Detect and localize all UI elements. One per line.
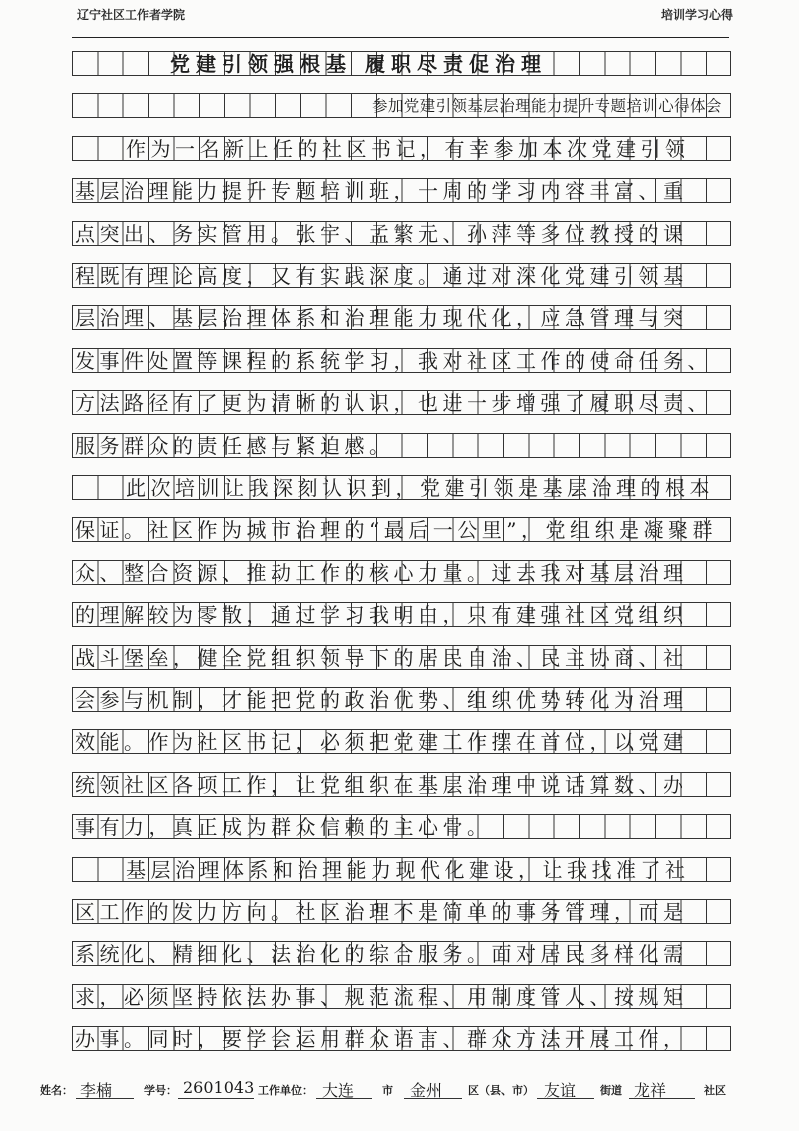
street-value: 友谊 bbox=[544, 1081, 577, 1100]
text-line: 服务群众的责任感与紧迫感。 bbox=[75, 433, 394, 458]
text-line: 的理解较为零散，通过学习我明白，只有建强社区党组织 bbox=[75, 603, 688, 628]
text-line: 保证。社区作为城市治理的“最后一公里”，党组织是凝聚群 bbox=[75, 518, 717, 543]
text-line: 事有力，真正成为群众信赖的主心骨。 bbox=[75, 815, 492, 840]
doc-type-header: 培训学习心得 bbox=[660, 8, 733, 22]
grid-row bbox=[72, 729, 731, 754]
writing-grid bbox=[72, 51, 731, 1070]
grid-row bbox=[72, 136, 731, 161]
grid-row bbox=[72, 984, 731, 1009]
text-line: 会参与机制，才能把党的政治优势、组织优势转化为治理 bbox=[75, 688, 688, 712]
grid-row bbox=[72, 178, 731, 203]
student-info-footer bbox=[40, 1078, 760, 1102]
text-line: 基层治理能力提升专题培训班，一周的学习内容丰富、重 bbox=[75, 179, 688, 204]
id-underline bbox=[178, 1098, 254, 1099]
city-underline bbox=[316, 1098, 372, 1099]
name-value: 李楠 bbox=[80, 1081, 113, 1100]
grid-row bbox=[72, 941, 731, 966]
grid-row bbox=[72, 305, 731, 330]
name-label: 姓名： bbox=[40, 1084, 73, 1097]
grid-row bbox=[72, 814, 731, 839]
text-line: 层治理、基层治理体系和治理能力现代化，应急管理与突 bbox=[75, 306, 688, 331]
grid-row bbox=[72, 645, 731, 670]
text-line: 此次培训让我深刻认识到，党建引领是基层治理的根本 bbox=[126, 476, 714, 500]
district-underline bbox=[404, 1098, 462, 1099]
grid-row bbox=[72, 687, 731, 712]
name-underline bbox=[76, 1098, 134, 1099]
unit-label: 工作单位： bbox=[258, 1084, 313, 1097]
city-suffix: 市 bbox=[382, 1084, 393, 1097]
grid-row bbox=[72, 899, 731, 924]
grid-row bbox=[72, 390, 731, 415]
grid-row bbox=[72, 263, 731, 288]
street-underline bbox=[537, 1098, 594, 1099]
text-line: 效能。作为社区书记，必须把党建工作摆在首位，以党建 bbox=[75, 730, 688, 755]
grid-row bbox=[72, 221, 731, 246]
text-line: 统领社区各项工作，让党组织在基层治理中说话算数、办 bbox=[75, 772, 688, 797]
grid-row bbox=[72, 93, 731, 118]
text-line: 区工作的发力方向。社区治理不是简单的事务管理，而是 bbox=[75, 900, 688, 924]
community-underline bbox=[629, 1098, 695, 1099]
grid-row bbox=[72, 857, 731, 882]
grid-row bbox=[72, 517, 731, 542]
text-line: 众、整合资源、推动工作的核心力量。过去我对基层治理 bbox=[75, 560, 688, 585]
grid-row bbox=[72, 475, 731, 500]
text-line: 作为一名新上任的社区书记，有幸参加本次党建引领 bbox=[126, 136, 690, 161]
essay-subtitle: 参加党建引领基层治理能力提升专题培训心得体会 bbox=[372, 97, 722, 116]
text-line: 战斗堡垒，健全党组织领导下的居民自治、民主协商、社 bbox=[75, 645, 688, 670]
grid-row bbox=[72, 348, 731, 373]
city-value: 大连 bbox=[322, 1081, 355, 1100]
grid-row bbox=[72, 560, 731, 585]
grid-row bbox=[72, 602, 731, 627]
header-rule bbox=[72, 37, 729, 38]
district-value: 金州 bbox=[410, 1081, 443, 1100]
essay-title: 党建引领强根基 履职尽责促治理 bbox=[170, 52, 547, 76]
institute-header: 辽宁社区工作者学院 bbox=[77, 8, 186, 22]
text-line: 求，必须坚持依法办事、规范流程、用制度管人、按规矩 bbox=[75, 984, 688, 1009]
text-line: 程既有理论高度，又有实践深度。通过对深化党建引领基 bbox=[75, 264, 688, 288]
text-line: 方法路径有了更为清晰的认识，也进一步增强了履职尽责、 bbox=[75, 391, 712, 416]
text-line: 发事件处置等课程的系统学习，我对社区工作的使命任务、 bbox=[75, 348, 712, 373]
street-suffix: 街道 bbox=[600, 1084, 622, 1097]
grid-row bbox=[72, 1026, 731, 1051]
id-value: 2601043 bbox=[183, 1078, 255, 1097]
grid-row bbox=[72, 433, 731, 458]
community-value: 龙祥 bbox=[634, 1081, 667, 1100]
grid-row bbox=[72, 772, 731, 797]
text-line: 系统化、精细化、法治化的综合服务。面对居民多样化需 bbox=[75, 942, 688, 967]
district-suffix: 区（县、市） bbox=[468, 1084, 534, 1097]
grid-row bbox=[72, 51, 731, 76]
text-line: 办事。同时，要学会运用群众语言、群众方法开展工作， bbox=[75, 1027, 688, 1052]
text-line: 基层治理体系和治理能力现代化建设，让我找准了社 bbox=[126, 857, 690, 882]
id-label: 学号： bbox=[144, 1084, 177, 1097]
text-line: 点突出、务实管用。张宇、孟繁元、孙萍等多位教授的课 bbox=[75, 221, 688, 246]
community-suffix: 社区 bbox=[704, 1084, 726, 1097]
